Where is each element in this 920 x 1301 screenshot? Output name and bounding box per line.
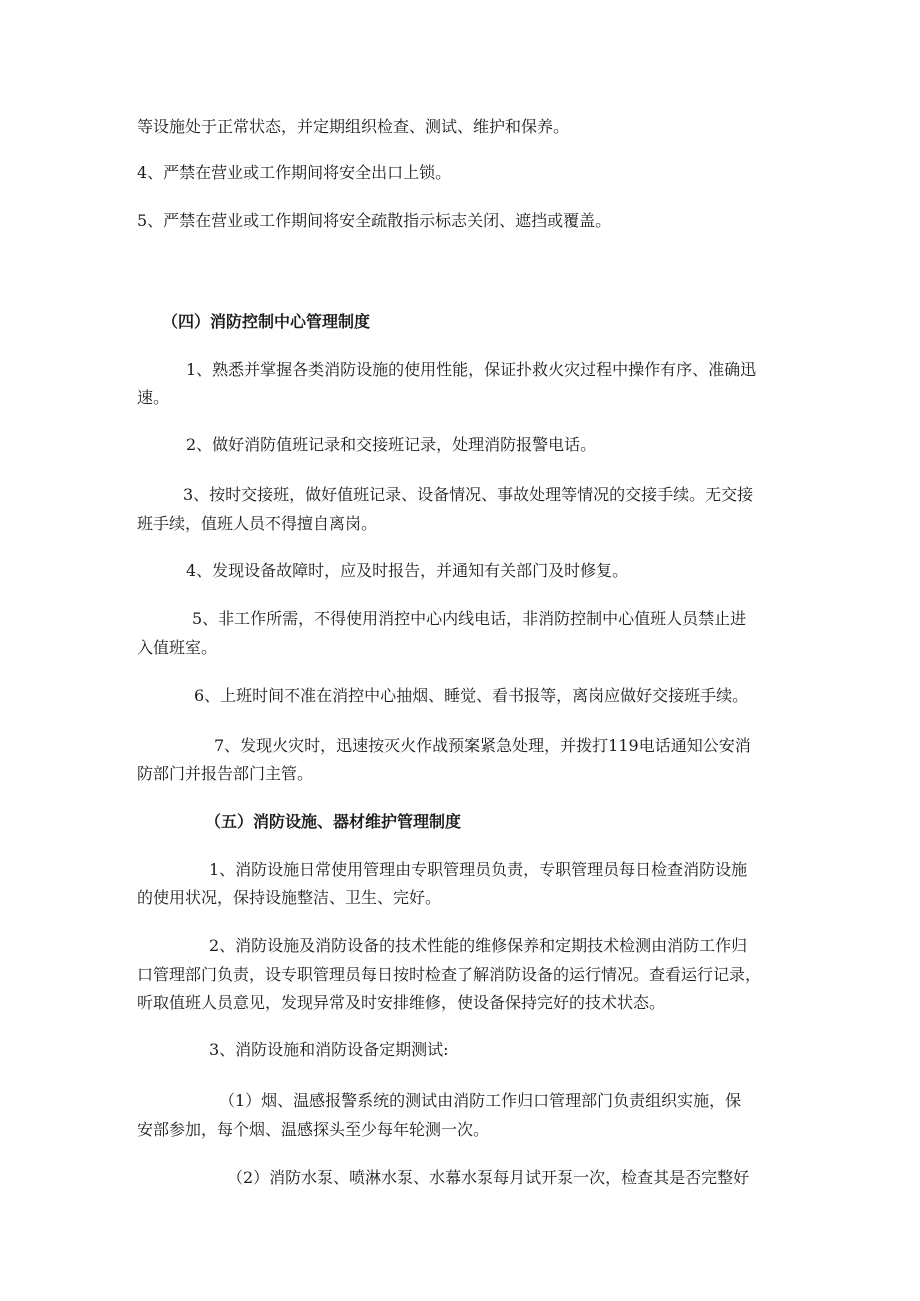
paragraph-line: 5、非工作所需，不得使用消控中心内线电话，非消防控制中心值班人员禁止进 xyxy=(192,609,747,628)
paragraph-line: 3、按时交接班，做好值班记录、设备情况、事故处理等情况的交接手续。无交接 xyxy=(183,485,754,504)
paragraph-line: 5、严禁在营业或工作期间将安全疏散指示标志关闭、遮挡或覆盖。 xyxy=(137,211,612,230)
paragraph-line: 防部门并报告部门主管。 xyxy=(137,764,314,783)
paragraph-line: 1、消防设施日常使用管理由专职管理员负责，专职管理员每日检查消防设施 xyxy=(209,860,748,879)
paragraph-line: 速。 xyxy=(137,388,170,407)
paragraph-line: 入值班室。 xyxy=(137,638,218,657)
paragraph-line: （2）消防水泵、喷淋水泵、水幕水泵每月试开泵一次，检查其是否完整好 xyxy=(227,1168,750,1187)
paragraph-line: 口管理部门负责，设专职管理员每日按时检查了解消防设备的运行情况。查看运行记录， xyxy=(137,965,762,984)
paragraph-line: 6、上班时间不准在消控中心抽烟、睡觉、看书报等，离岗应做好交接班手续。 xyxy=(194,686,749,705)
paragraph-line: （1）烟、温感报警系统的测试由消防工作归口管理部门负责组织实施，保 xyxy=(219,1091,742,1110)
paragraph-line: 1、熟悉并掌握各类消防设施的使用性能，保证扑救火灾过程中操作有序、准确迅 xyxy=(186,360,757,379)
paragraph-line: 4、发现设备故障时，应及时报告，并通知有关部门及时修复。 xyxy=(186,561,629,580)
paragraph-line: 2、做好消防值班记录和交接班记录，处理消防报警电话。 xyxy=(186,435,597,454)
paragraph-line: 等设施处于正常状态，并定期组织检查、测试、维护和保养。 xyxy=(137,117,570,136)
paragraph-line: 4、严禁在营业或工作期间将安全出口上锁。 xyxy=(137,163,452,182)
paragraph-line: 2、消防设施及消防设备的技术性能的维修保养和定期技术检测由消防工作归 xyxy=(209,936,748,955)
paragraph-line: 的使用状况，保持设施整洁、卫生、完好。 xyxy=(137,888,442,907)
section-heading: （五）消防设施、器材维护管理制度 xyxy=(205,812,462,831)
paragraph-line: 听取值班人员意见，发现异常及时安排维修，使设备保持完好的技术状态。 xyxy=(137,993,666,1012)
paragraph-line: 3、消防设施和消防设备定期测试: xyxy=(209,1040,449,1059)
section-heading: （四）消防控制中心管理制度 xyxy=(162,312,371,331)
paragraph-line: 安部参加，每个烟、温感探头至少每年轮测一次。 xyxy=(137,1120,490,1139)
paragraph-line: 7、发现火灾时，迅速按灭火作战预案紧急处理，并拨打119电话通知公安消 xyxy=(214,736,751,755)
paragraph-line: 班手续，值班人员不得擅自离岗。 xyxy=(137,514,378,533)
